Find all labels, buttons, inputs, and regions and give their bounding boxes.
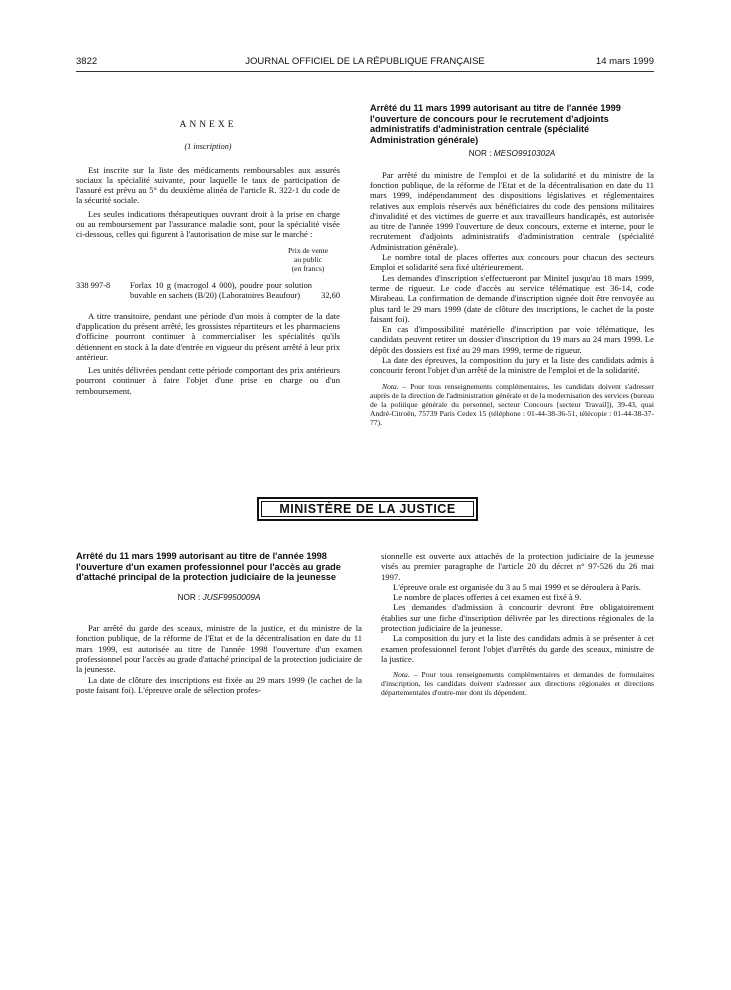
arrete-paragraph: L'épreuve orale est organisée du 3 au 5 mai 1999 et se déroulera à Paris. [393,581,641,592]
arrete-paragraph: Les demandes d'inscription s'effectueront par Minitel jusqu'au 18 mars 1999, terme de rigueur. Le code d'accès au service télématique est 36-14, code Mirabeau. La confirmation de demande d'inscription signée doit être renvoyée au plus tard le 29 mars 1999 (date de clôture des inscriptions, le cachet de la poste faisant foi). [370,272,654,324]
ministry-title: MINISTÈRE DE LA JUSTICE [279,502,456,516]
price-header-line: Prix de vente [287,245,329,255]
price-header-line: (en francs) [291,263,325,273]
page-header [76,56,654,72]
arrete-justice-continued [381,551,654,697]
annexe-paragraph: A titre transitoire, pendant une période d'un mois à compter de la date d'application du présent arrêté, les grossistes répartiteurs et les pharmaciens d'officine pourront continuer à commercialiser les spécialités qu'ils détiennent en stock à la date d'entrée en vigueur du présent arrêté à leur prix antérieur. [76,310,340,362]
medication-price: 32,60 [321,290,340,300]
arrete-paragraph: Le nombre de places offertes à cet examen est fixé à 9. [393,592,582,603]
note-text: – Pour tous renseignements complémentaires et demandes de formulaires d'inscription, les candidats doivent s'adresser aux directions régionales et directions départementales d'outre-mer dont ils dépendent. [381,670,654,698]
arrete-paragraph: Le nombre total de places offertes aux concours pour chacun des secteurs Emploi et solidarité sera fixé ultérieurement. [370,252,654,273]
medication-entry [76,281,340,301]
note-label: Nota. [393,670,410,680]
arrete-paragraph: La date de clôture des inscriptions est fixée au 29 mars 1999 (le cachet de la poste faisant foi). L'épreuve orale de sélection profes- [76,674,362,695]
nor-reference [76,593,362,603]
nor-label: NOR : [177,592,201,602]
nor-label: NOR : [468,149,492,159]
price-header-line: au public [293,254,323,264]
annexe-paragraph: Les seules indications thérapeutiques ouvrant droit à la prise en charge ou au remboursement par l'assurance maladie sont, pour la spécialité visée ci-dessous, celles qui figurent à l'autorisation de mise sur le marché : [76,208,340,240]
nor-code: JUSF9950009A [202,592,261,602]
ministry-banner [257,497,478,521]
note-label: Nota. [382,381,399,391]
arrete-paragraph: Les demandes d'admission à concourir devront être obligatoirement établies sur une fiche d'inscription délivrée par les directions régionales de la protection judiciaire de la jeunesse. [381,602,654,634]
medication-code: 338 997-8 [76,280,111,290]
journal-title: JOURNAL OFFICIEL DE LA RÉPUBLIQUE FRANÇAISE [245,56,485,67]
arrete-paragraph: La date des épreuves, la composition du jury et la liste des candidats admis à concourir feront l'objet d'un arrêté de la ministre de l'emploi et de la solidarité. [370,355,654,376]
annexe-section [76,120,340,396]
arrete-justice-section [76,551,362,695]
arrete-paragraph: Par arrêté du garde des sceaux, ministre de la justice, et du ministre de la fonction publique, de la réforme de l'Etat et de la décentralisation en date du 11 mars 1999, est autorisée au titre de l'année 1998 l'ouverture d'un examen professionnel pour l'accès au grade d'attaché principal de la protection judiciaire de la jeunesse. [76,623,362,675]
annexe-title: ANNEXE [179,120,237,130]
nor-reference [370,149,654,159]
page-number: 3822 [76,56,98,67]
nor-code: MESO9910302A [493,149,556,159]
header-rule [76,71,654,72]
arrete-paragraph: Par arrêté du ministre de l'emploi et de la solidarité et du ministre de la fonction publique, de la réforme de l'Etat et de la décentralisation en date du 11 mars 1999, indépendamment des dispositions législatives et réglementaires relatives aux emplois réservés aux bénéficiaires du code des pensions militaires d'invalidité et des victimes de guerre et aux travailleurs handicapés, est autorisée au titre de l'année 1999 l'ouverture de deux concours, externe et interne, pour le recrutement d'adjoints administratifs d'administration centrale (spécialité Administration générale). [370,169,654,252]
annexe-subtitle: (1 inscription) [184,142,232,152]
annexe-paragraph: Les unités délivrées pendant cette période comportant des prix antérieurs pourront continuer à faire l'objet d'une prise en charge ou d'un remboursement. [76,365,340,396]
annexe-paragraph: Est inscrite sur la liste des médicaments remboursables aux assurés sociaux la spécialité suivante, pour laquelle le taux de participation de l'assuré est prévu au 5° du deuxième alinéa de l'article R. 322-1 du code de la sécurité sociale. [76,164,340,206]
arrete-paragraph: En cas d'impossibilité matérielle d'inscription par voie télématique, les candidats peuvent retirer un dossier d'inscription du 19 mars au 24 mars 1999. Le dépôt des dossiers est fixé au 29 mars 1999, terme de rigueur. [370,324,654,355]
arrete-emploi-section [370,103,654,427]
arrete-title: Arrêté du 11 mars 1999 autorisant au titre de l'année 1999 l'ouverture de concours pour le recrutement d'adjoints administratifs d'administration centrale (spécialité Administration générale) [370,103,621,145]
medication-description: Forlax 10 g (macrogol 4 000), poudre pour solution buvable en sachets (B/20) (Laboratoires Beaufour) [130,280,312,300]
issue-date: 14 mars 1999 [595,56,654,67]
arrete-note [381,670,654,697]
note-text: – Pour tous renseignements complémentaires, les candidats doivent s'adresser auprès de la direction de l'administration générale et de la modernisation des services (bureau de la politique générale du personnel, secteur Concours [secteur Travail]), 39-43, quai André-Citroën, 75739 Paris Cedex 15 (téléphone : 01-44-38-36-51, télécopie : 01-44-38-37-77). [370,381,654,427]
arrete-title: Arrêté du 11 mars 1999 autorisant au titre de l'année 1998 l'ouverture d'un examen professionnel pour l'accès au grade d'attaché principal de la protection judiciaire de la jeunesse [76,551,341,583]
arrete-paragraph: La composition du jury et la liste des candidats admis à se présenter à cet examen professionnel feront l'objet d'arrêtés du garde des sceaux, ministre de la justice. [381,633,654,664]
arrete-note [370,382,654,427]
price-column-header [76,246,340,273]
arrete-paragraph: sionnelle est ouverte aux attachés de la protection judiciaire de la jeunesse visés au premier paragraphe de l'article 20 du décret n° 97-526 du 26 mai 1997. [381,551,654,582]
